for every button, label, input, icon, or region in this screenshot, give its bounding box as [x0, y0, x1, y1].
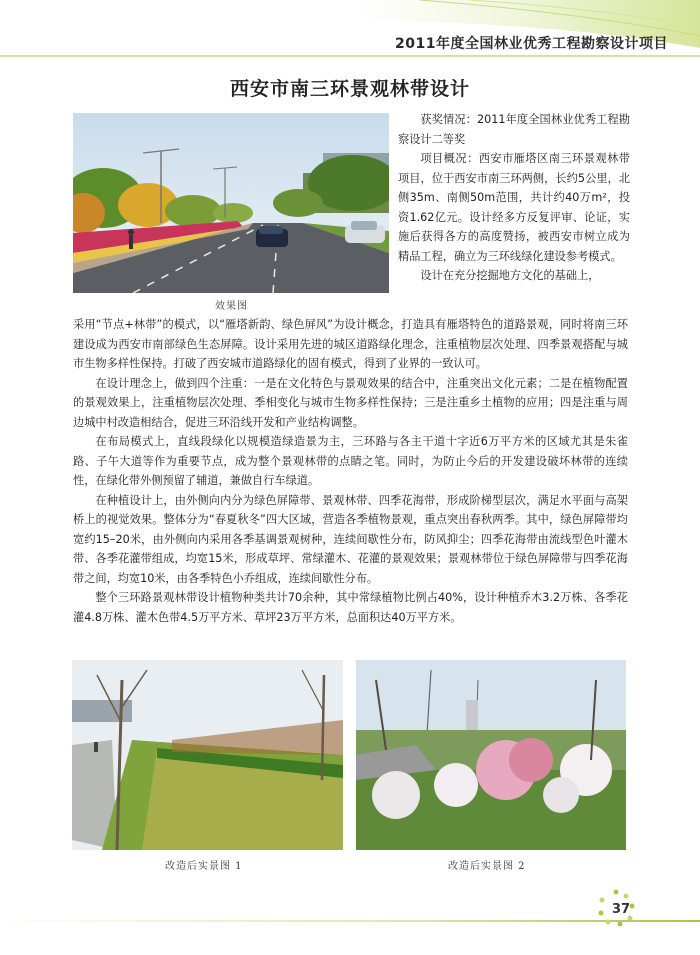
summary-paragraph: 整个三环路景观林带设计植物种类共计70余种，其中常绿植物比例占40%，设计种植乔木3.2万株、各季花灌4.8万株、灌木色带4.5万平方米、草坪23万平方米，总面积达40万平方米。 [73, 591, 628, 624]
design-lead-paragraph: 设计在充分挖掘地方文化的基础上， [420, 269, 600, 282]
design-lead-continuation: 采用“节点+林带”的模式，以“雁塔新韵、绿色屏风”为设计概念，打造具有雁塔特色的道路景观，同时将南三环建设成为西安市南部绿色生态屏障。设计采用先进的城区道路绿化理念，注重植物层次处理、四季景观搭配与城市生物多样性保持。打破了西安城市道路绿化的固有模式，得到了业界的一致认可。 [73, 318, 628, 370]
footer-rule [0, 909, 700, 915]
after-photo-1 [72, 660, 343, 850]
after-photo-2 [356, 660, 626, 850]
award-paragraph: 获奖情况：2011年度全国林业优秀工程勘察设计二等奖 [398, 113, 630, 146]
rendering-caption: 效果图 [215, 301, 248, 312]
photo-2-caption: 改造后实景图 2 [448, 861, 526, 872]
body-text-block [73, 292, 628, 627]
page-header [0, 0, 700, 62]
page-number: 37 [612, 902, 631, 917]
photo-1-caption: 改造后实景图 1 [165, 861, 243, 872]
layout-paragraph: 在布局模式上，直线段绿化以规模造绿造景为主，三环路与各主干道十字近6万平方米的区域尤其是朱雀路、子午大道等作为重要节点，成为整个景观林带的点睛之笔。同时，为防止今后的开发建设破坏林带的连续性，在绿化带外侧预留了辅道，兼做自行车绿道。 [73, 435, 628, 487]
blossom-photo-illustration [356, 660, 626, 850]
side-text-block [398, 110, 630, 286]
concept-paragraph: 在设计理念上，做到四个注重：一是在文化特色与景观效果的结合中，注重突出文化元素；二是在植物配置的景观效果上，注重植物层次处理、季相变化与城市生物多样性保持；三是注重乡土植物的应用；四是注重与周边城中村改造相结合，促进三环沿线开发和产业结构调整。 [73, 376, 628, 429]
overview-paragraph: 项目概况：西安市雁塔区南三环景观林带项目，位于西安市南三环两侧，长约5公里，北侧35m、南侧50m范围，共计约40万m²，投资1.62亿元。设计经多方反复评审、论证，实施后获得各方的高度赞扬，被西安市树立成为精品工程，确立为三环线绿化建设参考模式。 [398, 152, 630, 263]
article-title: 西安市南三环景观林带设计 [229, 78, 470, 100]
hedge-photo-illustration [72, 660, 343, 850]
running-title: 2011年度全国林业优秀工程勘察设计项目 [395, 36, 668, 52]
planting-paragraph: 在种植设计上，由外侧向内分为绿色屏障带、景观林带、四季花海带，形成阶梯型层次，满足水平面与高架桥上的视觉效果。整体分为“春夏秋冬”四大区域，营造各季植物景观，重点突出春秋两季。其中，绿色屏障带均宽约15–20米，由外侧向内采用各季基调景观树种，连续间歇性分布，防风抑尘；四季花海带由流线型色叶灌木带、各季花灌带组成，均宽15米，形成草坪、常绿灌木、花灌的景观效果；景观林带位于绿色屏障带与四季花海带之间，均宽10米，由各季特色小乔组成，连续间歇性分布。 [73, 493, 628, 585]
rendering-image [73, 113, 389, 293]
road-rendering-illustration [73, 113, 389, 293]
